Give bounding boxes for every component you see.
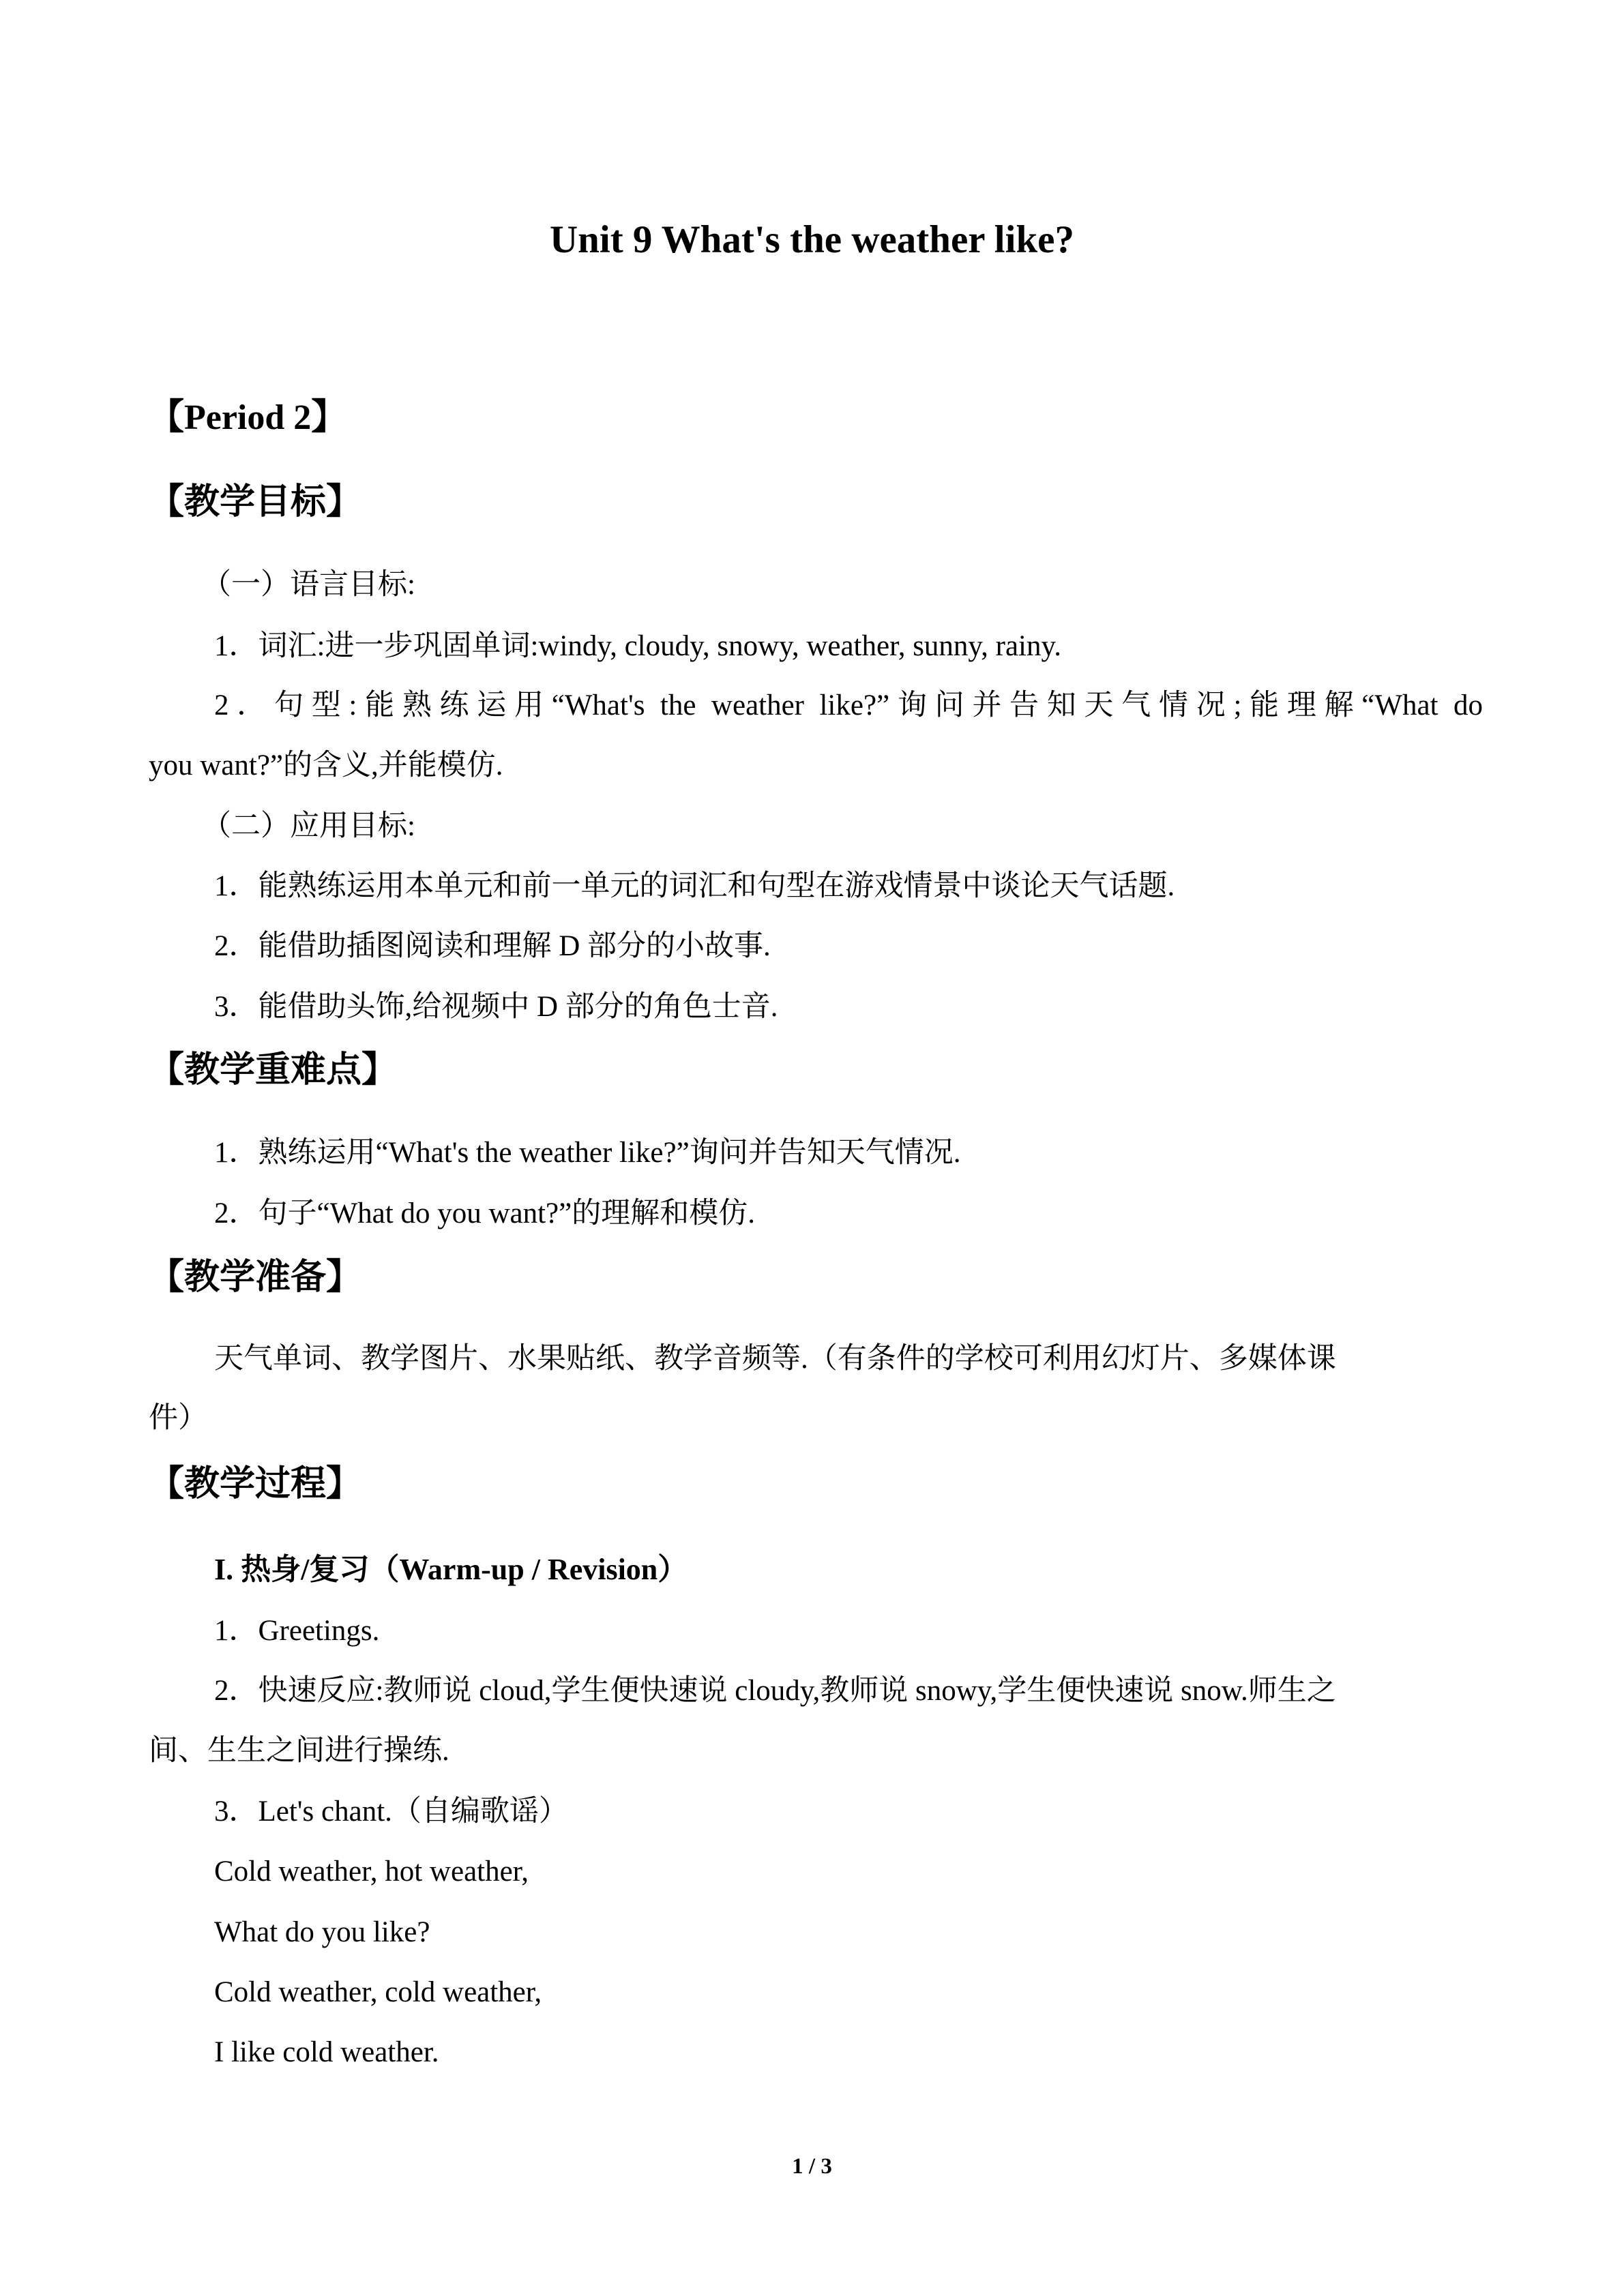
process-heading: 【教学过程】: [149, 1465, 362, 1504]
preparation-heading: 【教学准备】: [149, 1258, 362, 1297]
chant-line: Cold weather, cold weather,: [214, 1976, 542, 2008]
objective-item: 2．句型:能熟练运用“What's the weather like?”询问并告知天气情况;能理解“What do: [214, 689, 1483, 721]
application-objectives-label: （二）应用目标:: [202, 810, 415, 842]
preparation-text-continued: 件）: [149, 1402, 207, 1434]
objectives-heading: 【教学目标】: [149, 483, 362, 522]
key-point-item: 1．熟练运用“What's the weather like?”询问并告知天气情况.: [214, 1137, 961, 1169]
page-number: 1 / 3: [792, 2154, 832, 2179]
chant-line: I like cold weather.: [214, 2036, 439, 2068]
objective-item-continued: you want?”的含义,并能模仿.: [149, 749, 503, 781]
process-item: 3．Let's chant.（自编歌谣）: [214, 1795, 568, 1828]
language-objectives-label: （一）语言目标:: [202, 569, 415, 601]
chant-line: What do you like?: [214, 1916, 430, 1948]
objective-item: 1．词汇:进一步巩固单词:windy, cloudy, snowy, weather, sunny, rainy.: [214, 630, 1061, 662]
objective-item: 1．能熟练运用本单元和前一单元的词汇和句型在游戏情景中谈论天气话题.: [214, 870, 1175, 902]
preparation-text: 天气单词、教学图片、水果贴纸、教学音频等.（有条件的学校可利用幻灯片、多媒体课: [214, 1343, 1336, 1375]
warmup-section-title: I. 热身/复习（Warm-up / Revision）: [214, 1553, 688, 1586]
process-item-continued: 间、生生之间进行操练.: [149, 1735, 449, 1767]
process-item: 1．Greetings.: [214, 1615, 380, 1647]
objective-item: 2．能借助插图阅读和理解 D 部分的小故事.: [214, 930, 771, 962]
chant-line: Cold weather, hot weather,: [214, 1855, 529, 1888]
process-item: 2．快速反应:教师说 cloud,学生便快速说 cloudy,教师说 snowy,学生便快速说 snow.师生之: [214, 1675, 1336, 1707]
key-points-heading: 【教学重难点】: [149, 1051, 398, 1090]
period-heading: 【Period 2】: [149, 398, 347, 437]
key-point-item: 2．句子“What do you want?”的理解和模仿.: [214, 1197, 755, 1229]
document-title: Unit 9 What's the weather like?: [550, 218, 1074, 261]
objective-item: 3．能借助头饰,给视频中 D 部分的角色士音.: [214, 991, 778, 1023]
